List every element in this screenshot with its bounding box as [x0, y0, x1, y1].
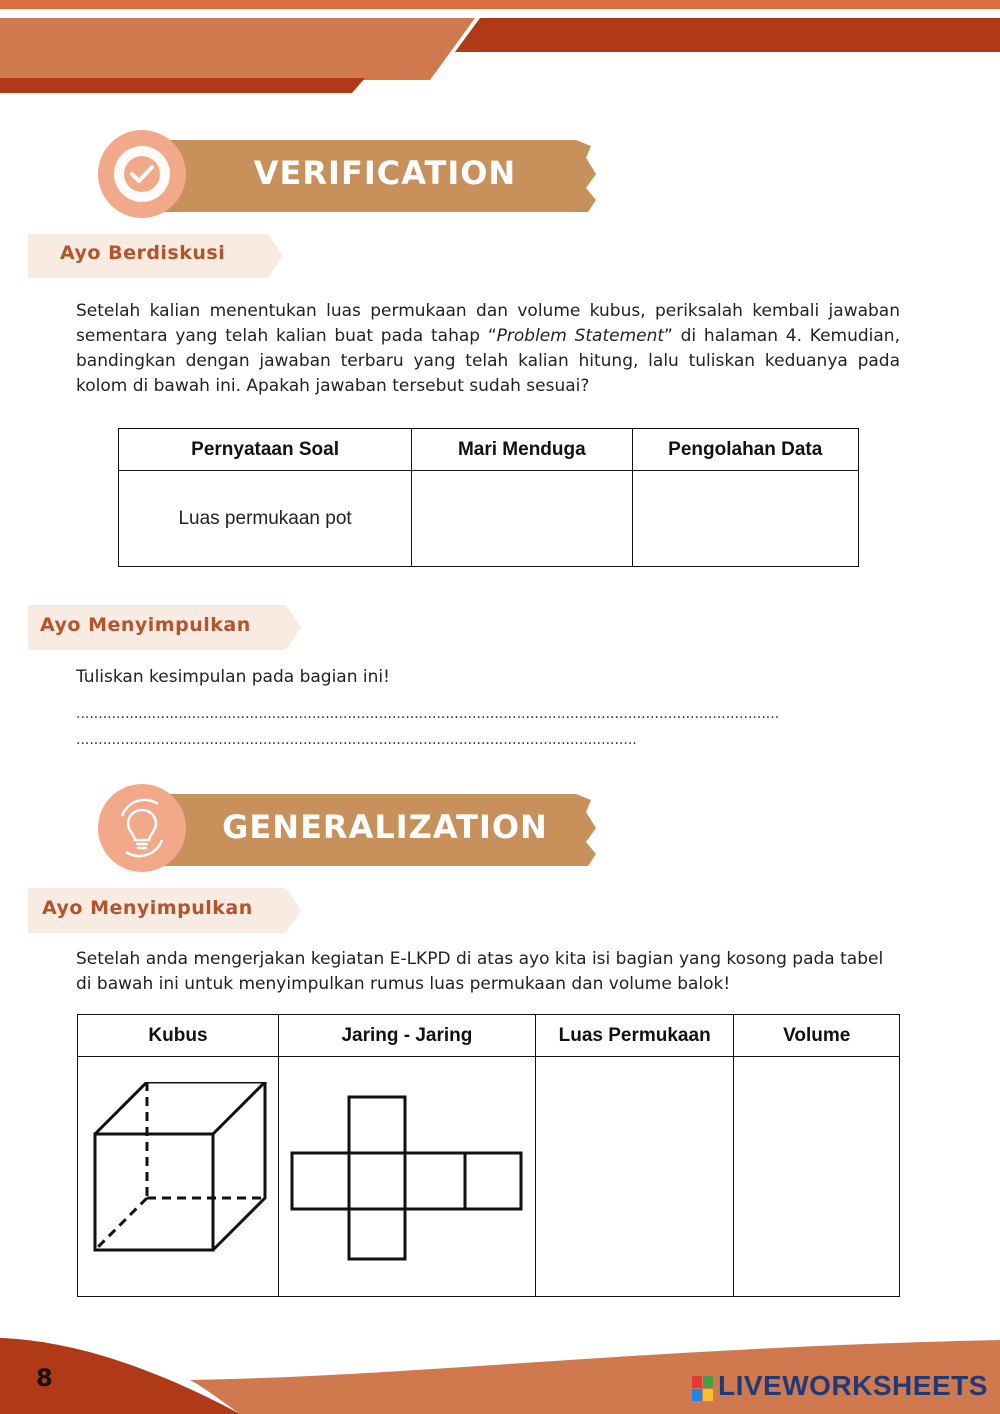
verification-instruction: Setelah kalian menentukan luas permukaan dan volume kubus, periksalah kembali jawaban sementara yang telah kalian buat pada tahap “Problem Statement” di halaman 4. Kemudian, bandingkan dengan jawaban terbaru yang telah kalian hitung, lalu tuliskan keduanya pada kolom di bawah ini. Apakah jawaban tersebut sudah sesuai?: [76, 301, 900, 396]
verification-title: VERIFICATION: [253, 154, 517, 192]
conclusion-tag: Ayo Menyimpulkan: [40, 614, 251, 636]
cell-cube-diagram: [78, 1057, 279, 1297]
cell-volume-input[interactable]: [734, 1057, 900, 1297]
cell-net-diagram: [278, 1057, 535, 1297]
header-volume: Volume: [734, 1015, 900, 1057]
header-jaring: Jaring - Jaring: [278, 1015, 535, 1057]
generalization-tag: Ayo Menyimpulkan: [42, 897, 253, 919]
header-pengolahan-data: Pengolahan Data: [632, 429, 858, 471]
cube-net-diagram: [287, 1092, 527, 1262]
conclusion-line-1[interactable]: ..............................................................................................................................................................: [76, 706, 780, 722]
generalization-instruction: Setelah anda mengerjakan kegiatan E-LKPD di atas ayo kita isi bagian yang kosong pada tabel di bawah ini untuk menyimpulkan rumus luas permukaan dan volume balok!: [76, 949, 884, 994]
lightbulb-icon: [108, 794, 176, 862]
cell-statement: Luas permukaan pot: [119, 471, 412, 567]
cell-guess-input[interactable]: [412, 471, 632, 567]
generalization-table: [77, 1014, 900, 1297]
header-banner: [0, 0, 1000, 100]
header-pernyataan-soal: Pernyataan Soal: [119, 429, 412, 471]
page-number: 8: [36, 1364, 53, 1392]
conclusion-prompt: Tuliskan kesimpulan pada bagian ini!: [76, 667, 390, 687]
header-luas-permukaan: Luas Permukaan: [535, 1015, 734, 1057]
header-kubus: Kubus: [78, 1015, 279, 1057]
verification-table: [118, 428, 859, 567]
conclusion-line-2[interactable]: ..............................................................................................................................: [76, 732, 637, 748]
cube-diagram: [83, 1082, 273, 1272]
problem-statement-term: Problem Statement: [496, 326, 665, 346]
cell-surface-area-input[interactable]: [535, 1057, 734, 1297]
liveworksheets-logo-icon: [692, 1376, 714, 1402]
header-mari-menduga: Mari Menduga: [412, 429, 632, 471]
checkmark-icon: [122, 154, 162, 194]
discussion-tag: Ayo Berdiskusi: [60, 242, 226, 264]
generalization-title: GENERALIZATION: [222, 808, 548, 846]
cell-data-input[interactable]: [632, 471, 858, 567]
liveworksheets-brand[interactable]: LIVEWORKSHEETS: [718, 1370, 988, 1401]
